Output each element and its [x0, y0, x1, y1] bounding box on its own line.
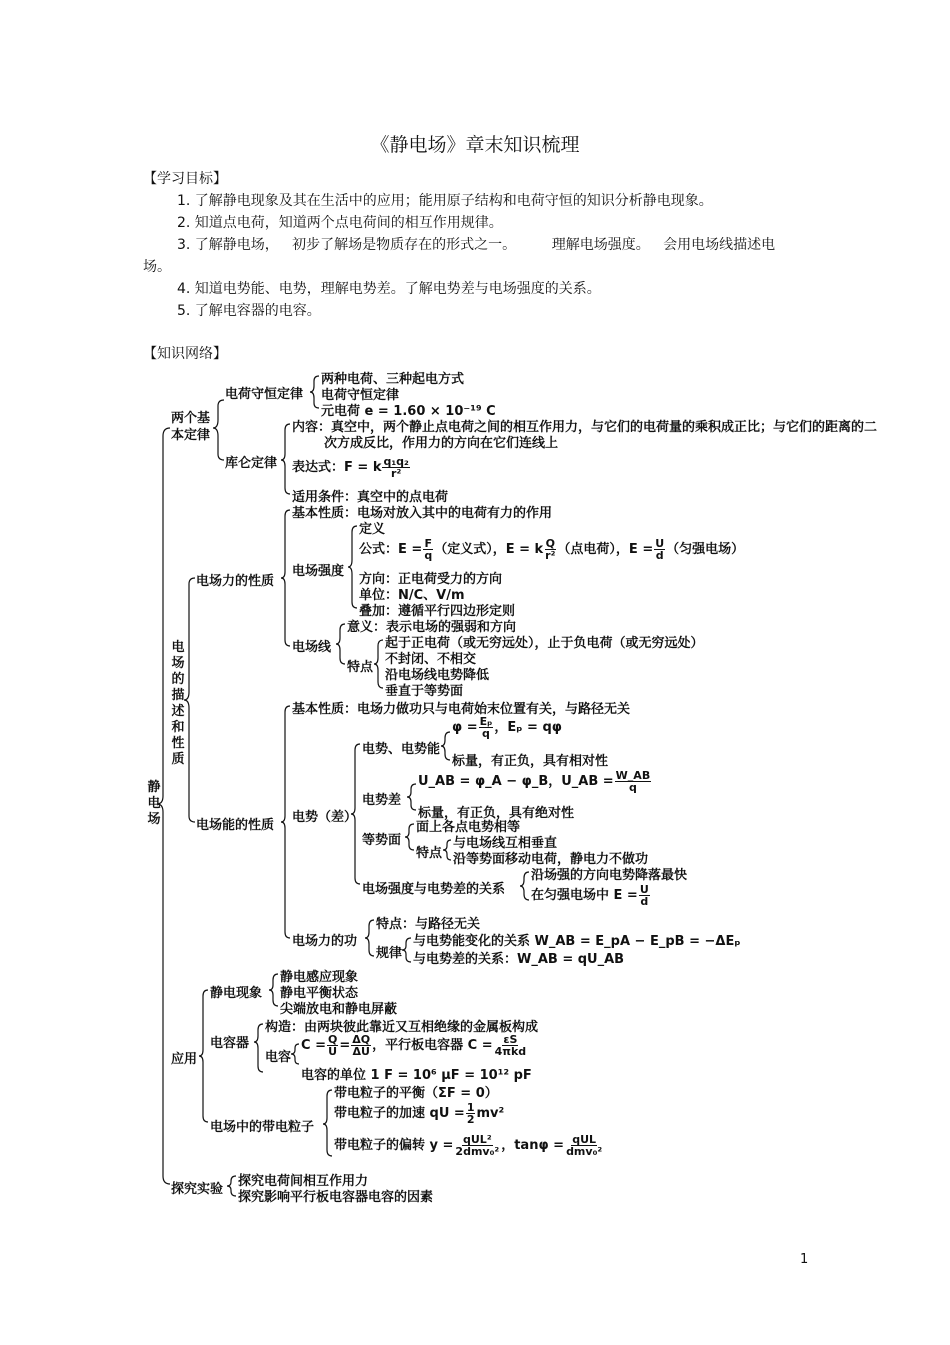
coulomb-expression: 表达式：F = k $\frac{\text{q₁q₂}}{\text{r²}}$ [292, 455, 409, 480]
field-line-item: 不封闭、不相交 [385, 652, 477, 667]
conservation-item: 两种电荷、三种起电方式 [321, 372, 465, 387]
goal-item: 4. 知道电势能、电势，理解电势差。了解电势差与电场强度的关系。 [177, 281, 601, 297]
capacitor-structure: 构造：由两块彼此靠近又互相绝缘的金属板构成 [265, 1020, 539, 1035]
capacitance-formula: C = $\frac{Q}{U}$ = $\frac{\Delta Q}{\Delta U}$ ，平行板电容器 C = $\frac{\varepsilon S}{\text{4πkd}}$ [301, 1033, 527, 1058]
work-rule-item: 与电势能变化的关系 W_AB = E_pA − E_pB = −ΔEₚ [413, 934, 741, 949]
goals-heading: 【学习目标】 [143, 171, 227, 187]
intensity-superposition: 叠加：遵循平行四边形定则 [359, 604, 516, 619]
coulomb-content: 次方成反比，作用力的方向在它们连线上 [324, 436, 559, 451]
explore-node: 探究实验 [171, 1182, 224, 1197]
electrostatic-item: 尖端放电和静电屏蔽 [280, 1002, 398, 1017]
particle-deflection: 带电粒子的偏转 y = $\frac{\text{qUL²}}{\text{2dmv₀²}}$ ，tanφ = $\frac{\text{qUL}}{\text{dmv₀²}}$ [334, 1133, 603, 1158]
coulomb-node: 库仑定律 [225, 456, 278, 471]
particle-node: 电场中的带电粒子 [210, 1120, 315, 1135]
pd-note: 标量，有正负，具有绝对性 [418, 806, 575, 821]
page-title: 《静电场》章末知识梳理 [370, 134, 580, 156]
relation-item: 沿场强的方向电势降落最快 [531, 868, 688, 883]
field-line-item: 垂直于等势面 [385, 684, 464, 699]
equipotential-item: 与电场线互相垂直 [453, 836, 558, 851]
particle-acceleration: 带电粒子的加速 qU = $\frac{1}{2}$ mv² [334, 1101, 505, 1126]
mindmap-root: 静电场 [147, 780, 161, 827]
intensity-node: 电场强度 [292, 564, 345, 579]
particle-balance: 带电粒子的平衡（ΣF = 0） [334, 1086, 498, 1101]
potential-node: 电势（差） [292, 810, 358, 825]
intensity-direction: 方向：正电荷受力的方向 [359, 572, 503, 587]
goal-item: 5. 了解电容器的电容。 [177, 303, 321, 319]
conservation-item: 元电荷 e = 1.60 × 10⁻¹⁹ C [321, 404, 496, 419]
field-line-item: 起于正电荷（或无穷远处），止于负电荷（或无穷远处） [385, 636, 704, 651]
conservation-item: 电荷守恒定律 [321, 388, 400, 403]
coulomb-condition: 适用条件：真空中的点电荷 [292, 490, 449, 505]
force-prop-node: 电场力的性质 [196, 574, 275, 589]
goal-item: 1. 了解静电现象及其在生活中的应用；能用原子结构和电荷守恒的知识分析静电现象。 [177, 193, 713, 209]
equipotential-item: 沿等势面移动电荷，静电力不做功 [453, 852, 649, 867]
intensity-unit: 单位：N/C、V/m [359, 588, 465, 603]
field-line-feature: 特点 [347, 660, 374, 675]
intensity-formula: 公式：E = $\frac{F}{q}$ （定义式），E = k $\frac{Q}{\text{r²}}$ （点电荷），E = $\frac{U}{d}$ （匀强电场） [359, 537, 745, 562]
goal-item: 3. 了解静电场， 初步了解场是物质存在的形式之一。 理解电场强度。 会用电场线描述电 [177, 237, 776, 253]
energy-prop-node: 电场能的性质 [196, 818, 275, 833]
electrostatic-item: 静电平衡状态 [280, 986, 359, 1001]
capacitance-unit: 电容的单位 1 F = 10⁶ μF = 10¹² pF [301, 1068, 532, 1083]
two-laws-node: 两个基本定律 [171, 411, 211, 443]
work-node: 电场力的功 [292, 934, 358, 949]
explore-item: 探究影响平行板电容器电容的因素 [238, 1190, 434, 1205]
goal-item: 2. 知道点电荷，知道两个点电荷间的相互作用规律。 [177, 215, 503, 231]
relation-item: 在匀强电场中 E = $\frac{U}{d}$ [531, 883, 649, 908]
equipotential-item: 面上各点电势相等 [416, 820, 521, 835]
basic-property-1: 基本性质：电场对放入其中的电荷有力的作用 [292, 506, 553, 521]
desc-node: 电场的描述和性质 [171, 640, 185, 767]
work-feature: 特点：与路径无关 [376, 917, 481, 932]
equipotential-feature: 特点 [416, 846, 443, 861]
pe-note: 标量，有正负，具有相对性 [452, 754, 609, 769]
electrostatic-node: 静电现象 [210, 986, 263, 1001]
network-heading: 【知识网络】 [143, 346, 227, 362]
pd-node: 电势差 [362, 793, 402, 808]
field-line-item: 沿电场线电势降低 [385, 668, 490, 683]
capacitor-node: 电容器 [210, 1036, 250, 1051]
electrostatic-item: 静电感应现象 [280, 970, 359, 985]
equipotential-node: 等势面 [362, 833, 402, 848]
intensity-def: 定义 [359, 522, 386, 537]
basic-property-2: 基本性质：电场力做功只与电荷始末位置有关，与路径无关 [292, 702, 631, 717]
coulomb-content: 内容：真空中，两个静止点电荷之间的相互作用力，与它们的电荷量的乘积成正比；与它们的距离的二 [292, 420, 878, 435]
goal-item: 场。 [143, 259, 171, 275]
work-rule: 规律 [376, 946, 403, 961]
field-line-meaning: 意义：表示电场的强弱和方向 [347, 620, 517, 635]
application-node: 应用 [171, 1052, 198, 1067]
pe-formula: φ = $\frac{\text{Eₚ}}{q}$ ，Eₚ = qφ [452, 715, 562, 740]
work-rule-item: 与电势差的关系：W_AB = qU_AB [413, 952, 625, 967]
pd-formula: U_AB = φ_A − φ_B，U_AB = $\frac{W\_AB}{q}$ [418, 769, 651, 794]
page-number: 1 [800, 1252, 809, 1267]
relation-node: 电场强度与电势差的关系 [362, 882, 506, 897]
conservation-node: 电荷守恒定律 [225, 387, 304, 402]
field-line-node: 电场线 [292, 640, 332, 655]
capacitance-node: 电容 [265, 1050, 292, 1065]
pe-node: 电势、电势能 [362, 742, 441, 757]
explore-item: 探究电荷间相互作用力 [238, 1174, 369, 1189]
